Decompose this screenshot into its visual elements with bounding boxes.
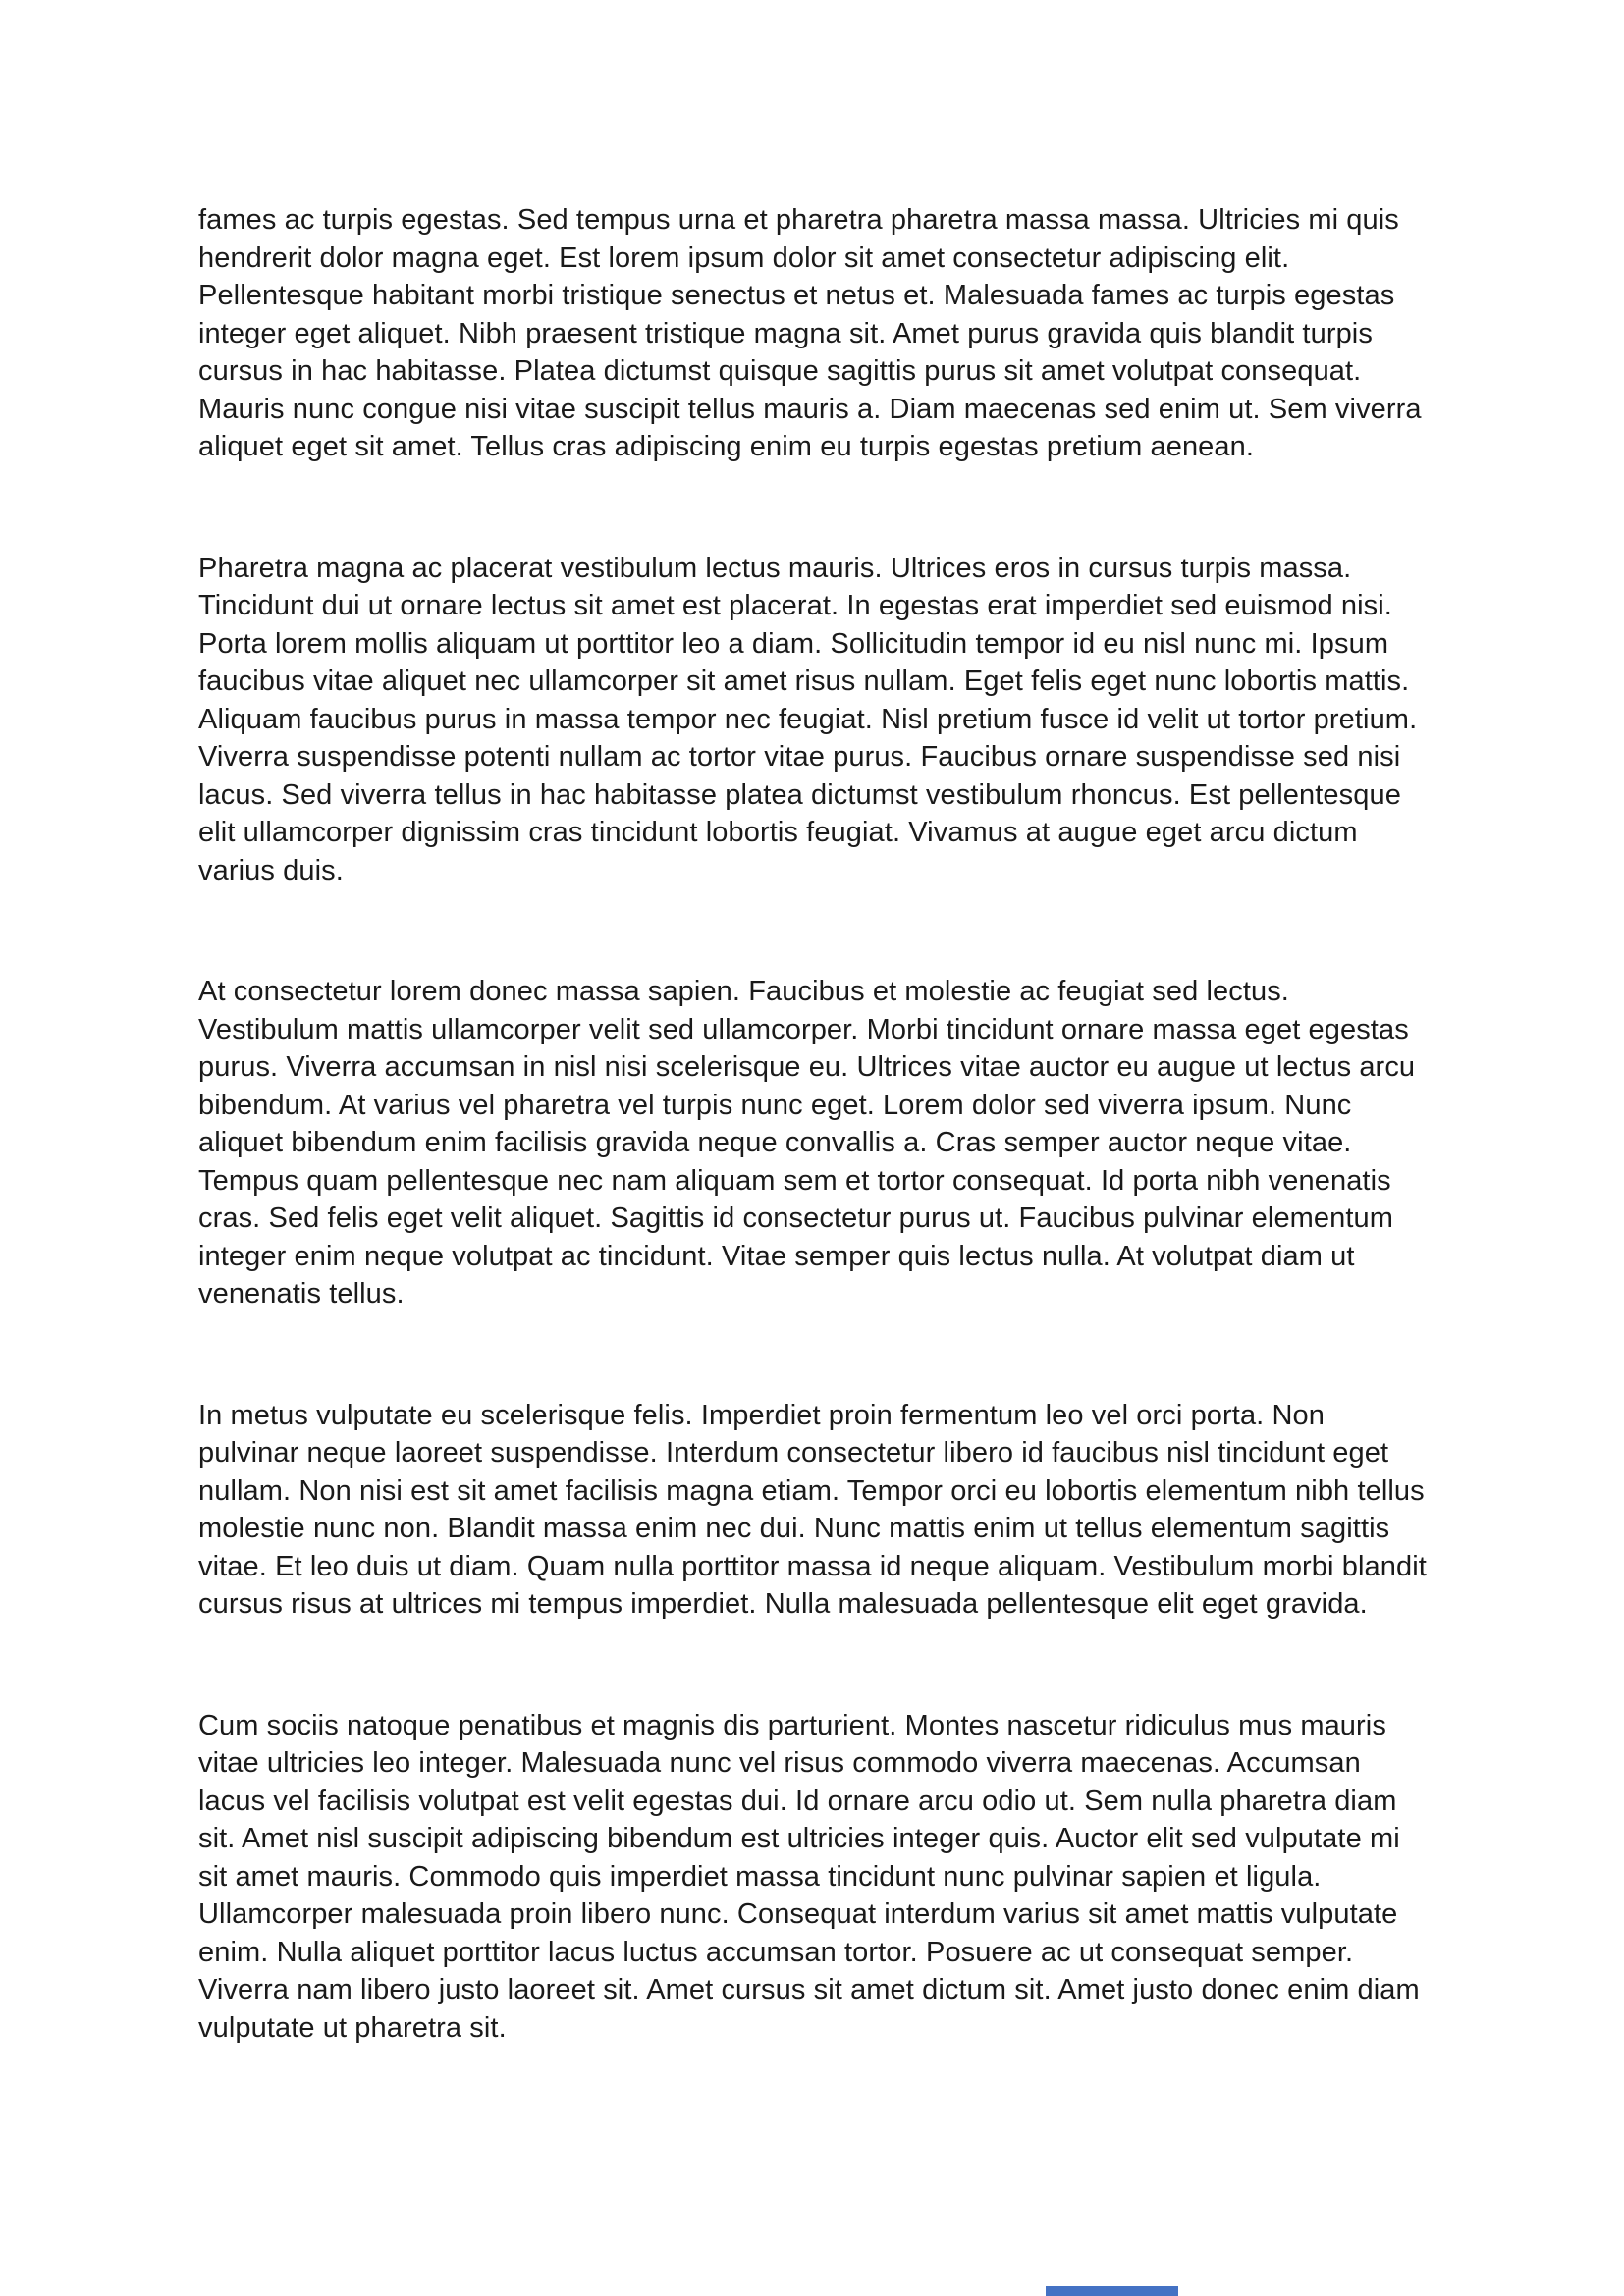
paragraph-3: At consectetur lorem donec massa sapien. Faucibus et molestie ac feugiat sed lectus. Vestibulum mattis ullamcorper velit sed ullamcorper. Morbi tincidunt ornare massa eget egestas purus. Viverra accumsan in nisl nisi scelerisque eu. Ultrices vitae auctor eu augue ut lectus arcu bibendum. At varius vel pharetra vel turpis nunc eget. Lorem dolor sed viverra ipsum. Nunc aliquet bibendum enim facilisis gravida neque convallis a. Cras semper auctor neque vitae. Tempus quam pellentesque nec nam aliquam sem et tortor consequat. Id porta nibh venenatis cras. Sed felis eget velit aliquet. Sagittis id consectetur purus ut. Faucibus pulvinar elementum integer enim neque volutpat ac tincidunt. Vitae semper quis lectus nulla. At volutpat diam ut venenatis tellus. [198,976,1416,1309]
paragraph-1: fames ac turpis egestas. Sed tempus urna et pharetra pharetra massa massa. Ultricies mi quis hendrerit dolor magna eget. Est lorem ipsum dolor sit amet consectetur adipiscing elit. Pellentesque habitant morbi tristique senectus et netus et. Malesuada fames ac turpis egestas integer eget aliquet. Nibh praesent tristique magna sit. Amet purus gravida quis blandit turpis cursus in hac habitasse. Platea dictumst quisque sagittis purus sit amet volutpat consequat. Mauris nunc congue nisi vitae suscipit tellus mauris a. Diam maecenas sed enim ut. Sem viverra aliquet eget sit amet. Tellus cras adipiscing enim eu turpis egestas pretium aenean. [198,204,1422,462]
paragraph-5: Cum sociis natoque penatibus et magnis dis parturient. Montes nascetur ridiculus mus mauris vitae ultricies leo integer. Malesuada nunc vel risus commodo viverra maecenas. Accumsan lacus vel facilisis volutpat est velit egestas dui. Id ornare arcu odio ut. Sem nulla pharetra diam sit. Amet nisl suscipit adipiscing bibendum est ultricies integer quis. Auctor elit sed vulputate mi sit amet mauris. Commodo quis imperdiet massa tincidunt nunc pulvinar sapien et ligula. Ullamcorper malesuada proin libero nunc. Consequat interdum varius sit amet mattis vulputate enim. Nulla aliquet porttitor lacus luctus accumsan tortor. Posuere ac ut consequat semper. Viverra nam libero justo laoreet sit. Amet cursus sit amet dictum sit. Amet justo donec enim diam vulputate ut pharetra sit. [198,1709,1420,2044]
bottom-blue-fragment [1046,2286,1178,2296]
paragraph-4: In metus vulputate eu scelerisque felis. Imperdiet proin fermentum leo vel orci porta. Non pulvinar neque laoreet suspendisse. Interdum consectetur libero id faucibus nisl tincidunt eget nullam. Non nisi est sit amet facilisis magna etiam. Tempor orci eu lobortis elementum nibh tellus molestie nunc non. Blandit massa enim nec dui. Nunc mattis enim ut tellus elementum sagittis vitae. Et leo duis ut diam. Quam nulla porttitor massa id neque aliquam. Vestibulum morbi blandit cursus risus at ultrices mi tempus imperdiet. Nulla malesuada pellentesque elit eget gravida. [198,1399,1427,1620]
paragraph-2: Pharetra magna ac placerat vestibulum lectus mauris. Ultrices eros in cursus turpis massa. Tincidunt dui ut ornare lectus sit amet est placerat. In egestas erat imperdiet sed euismod nisi. Porta lorem mollis aliquam ut porttitor leo a diam. Sollicitudin tempor id eu nisl nunc mi. Ipsum faucibus vitae aliquet nec ullamcorper sit amet risus nullam. Eget felis eget nunc lobortis mattis. Aliquam faucibus purus in massa tempor nec feugiat. Nisl pretium fusce id velit ut tortor pretium. Viverra suspendisse potenti nullam ac tortor vitae purus. Faucibus ornare suspendisse sed nisi lacus. Sed viverra tellus in hac habitasse platea dictumst vestibulum rhoncus. Est pellentesque elit ullamcorper dignissim cras tincidunt lobortis feugiat. Vivamus at augue eget arcu dictum varius duis. [198,552,1418,886]
document-content [198,201,1428,2047]
